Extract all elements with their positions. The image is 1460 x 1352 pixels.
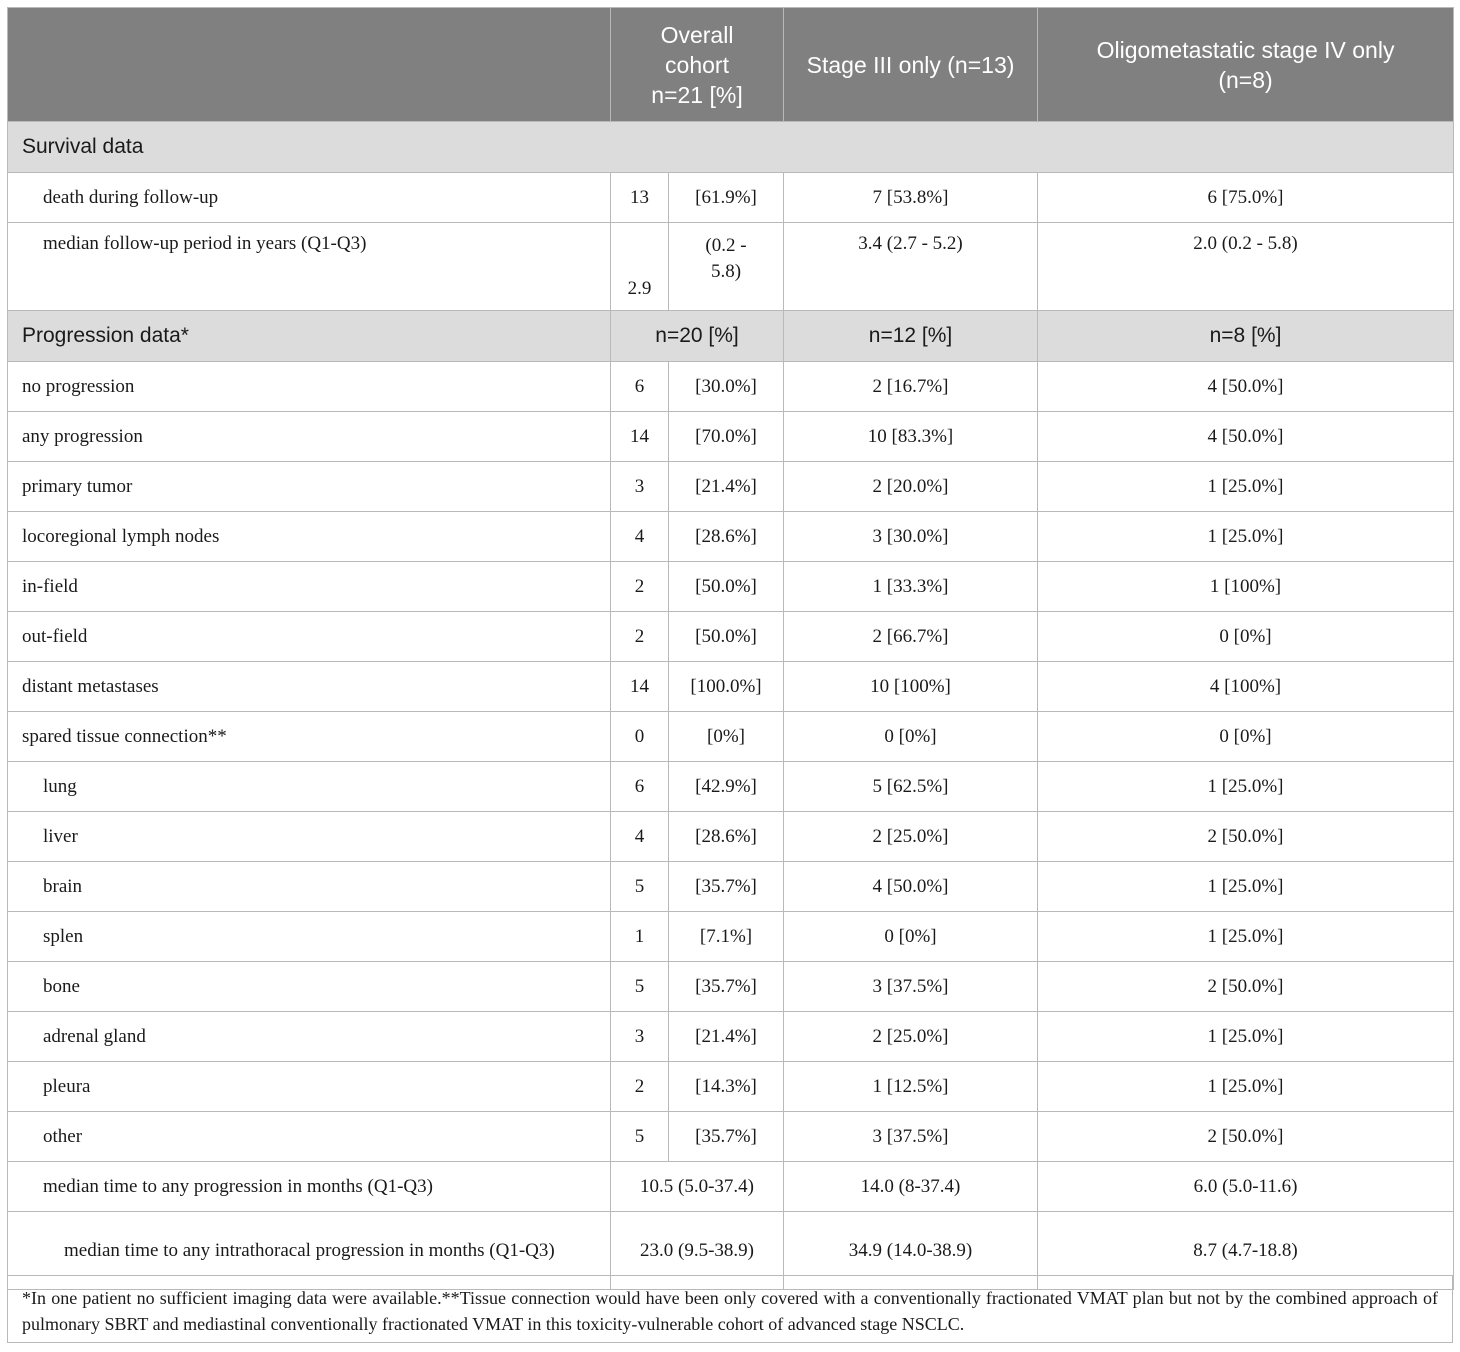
cell-stage-iv: 2 [50.0%] xyxy=(1038,962,1454,1012)
row-label: pleura xyxy=(8,1062,611,1112)
section-n-overall: n=20 [%] xyxy=(611,311,784,362)
cell-n: 5 xyxy=(611,1112,669,1162)
cell-overall: 10.5 (5.0-37.4) xyxy=(611,1162,784,1212)
cell-stage-iii: 3.4 (2.7 - 5.2) xyxy=(784,223,1038,311)
cell-stage-iv: 1 [25.0%] xyxy=(1038,912,1454,962)
row-label: distant metastases xyxy=(8,662,611,712)
cell-pct: [70.0%] xyxy=(669,412,784,462)
row-label: locoregional lymph nodes xyxy=(8,512,611,562)
cell-pct: (0.2 - 5.8) xyxy=(669,223,784,311)
header-overall-cohort xyxy=(611,8,784,122)
cell-stage-iii: 5 [62.5%] xyxy=(784,762,1038,812)
header-label-col xyxy=(8,8,611,122)
table-row xyxy=(8,173,1454,223)
row-label: lung xyxy=(8,762,611,812)
table-row-median xyxy=(8,1162,1454,1212)
cell-n: 14 xyxy=(611,662,669,712)
table-row xyxy=(8,1012,1454,1062)
cell-stage-iv: 1 [25.0%] xyxy=(1038,462,1454,512)
cell-stage-iv: 0 [0%] xyxy=(1038,612,1454,662)
cell-n: 4 xyxy=(611,512,669,562)
cell-pct: [50.0%] xyxy=(669,562,784,612)
cell-stage-iv: 2 [50.0%] xyxy=(1038,1112,1454,1162)
cell-n: 2.9 xyxy=(611,223,669,311)
table-row xyxy=(8,412,1454,462)
cell-stage-iii: 2 [25.0%] xyxy=(784,812,1038,862)
cell-pct: [35.7%] xyxy=(669,1112,784,1162)
row-label: splen xyxy=(8,912,611,962)
row-label: bone xyxy=(8,962,611,1012)
row-label: median time to any intrathoracal progression in months (Q1-Q3) xyxy=(8,1212,611,1290)
cell-pct: [7.1%] xyxy=(669,912,784,962)
results-table xyxy=(7,7,1454,1290)
cell-n: 5 xyxy=(611,962,669,1012)
cell-n: 2 xyxy=(611,612,669,662)
cell-stage-iii: 3 [37.5%] xyxy=(784,962,1038,1012)
cell-pct: [100.0%] xyxy=(669,662,784,712)
cell-pct: [35.7%] xyxy=(669,962,784,1012)
row-label: median follow-up period in years (Q1-Q3) xyxy=(8,223,611,311)
cell-n: 13 xyxy=(611,173,669,223)
row-label: out-field xyxy=(8,612,611,662)
cell-stage-iii: 2 [20.0%] xyxy=(784,462,1038,512)
row-label: primary tumor xyxy=(8,462,611,512)
header-stage-iv-text: Oligometastatic stage IV only (n=8) xyxy=(1096,36,1395,93)
cell-pct: [28.6%] xyxy=(669,512,784,562)
section-title: Survival data xyxy=(8,122,1454,173)
section-title: Progression data* xyxy=(8,311,611,362)
row-label: death during follow-up xyxy=(8,173,611,223)
cell-stage-iv: 6 [75.0%] xyxy=(1038,173,1454,223)
table-footnote: *In one patient no sufficient imaging data were available.**Tissue connection would have been only covered with a conventionally fractionated VMAT plan but not by the combined approach of pulmonary SBRT and mediastinal conventionally fractionated VMAT in this toxicity-vulnerable cohort of advanced stage NSCLC. xyxy=(7,1275,1453,1343)
cell-stage-iii: 1 [12.5%] xyxy=(784,1062,1038,1112)
cell-stage-iv: 4 [50.0%] xyxy=(1038,412,1454,462)
cell-stage-iv: 4 [50.0%] xyxy=(1038,362,1454,412)
table-row xyxy=(8,612,1454,662)
row-label: any progression xyxy=(8,412,611,462)
cell-pct: [61.9%] xyxy=(669,173,784,223)
cell-pct: [21.4%] xyxy=(669,1012,784,1062)
table-row xyxy=(8,762,1454,812)
table-row xyxy=(8,812,1454,862)
cell-stage-iv: 4 [100%] xyxy=(1038,662,1454,712)
cell-stage-iii: 0 [0%] xyxy=(784,712,1038,762)
cell-stage-iv: 1 [25.0%] xyxy=(1038,512,1454,562)
cell-n: 2 xyxy=(611,562,669,612)
cell-pct: [35.7%] xyxy=(669,862,784,912)
cell-stage-iii: 2 [25.0%] xyxy=(784,1012,1038,1062)
cell-stage-iii: 7 [53.8%] xyxy=(784,173,1038,223)
table-row xyxy=(8,512,1454,562)
section-survival xyxy=(8,122,1454,173)
cell-n: 3 xyxy=(611,462,669,512)
cell-n: 14 xyxy=(611,412,669,462)
header-stage-iii: Stage III only (n=13) xyxy=(784,8,1038,122)
cell-stage-iv: 1 [100%] xyxy=(1038,562,1454,612)
cell-pct: [50.0%] xyxy=(669,612,784,662)
header-overall-text: Overall cohort n=21 [%] xyxy=(651,21,743,108)
cell-n: 0 xyxy=(611,712,669,762)
cell-stage-iii: 2 [16.7%] xyxy=(784,362,1038,412)
cell-n: 6 xyxy=(611,362,669,412)
cell-stage-iii: 1 [33.3%] xyxy=(784,562,1038,612)
cell-stage-iv: 1 [25.0%] xyxy=(1038,1062,1454,1112)
section-progression xyxy=(8,311,1454,362)
cell-pct: [14.3%] xyxy=(669,1062,784,1112)
cell-n: 3 xyxy=(611,1012,669,1062)
row-label: median time to any progression in months (Q1-Q3) xyxy=(8,1162,611,1212)
table-row xyxy=(8,912,1454,962)
table-row xyxy=(8,962,1454,1012)
table-row xyxy=(8,223,1454,311)
row-label: in-field xyxy=(8,562,611,612)
cell-pct: [30.0%] xyxy=(669,362,784,412)
row-label: no progression xyxy=(8,362,611,412)
section-n-stage-iv: n=8 [%] xyxy=(1038,311,1454,362)
table-body xyxy=(8,122,1454,1290)
cell-stage-iv: 6.0 (5.0-11.6) xyxy=(1038,1162,1454,1212)
table-row xyxy=(8,662,1454,712)
cell-pct: [28.6%] xyxy=(669,812,784,862)
table-row xyxy=(8,462,1454,512)
row-label: brain xyxy=(8,862,611,912)
cell-stage-iii: 3 [37.5%] xyxy=(784,1112,1038,1162)
table-row xyxy=(8,362,1454,412)
row-label: liver xyxy=(8,812,611,862)
cell-stage-iii: 10 [83.3%] xyxy=(784,412,1038,462)
cell-stage-iv: 2.0 (0.2 - 5.8) xyxy=(1038,223,1454,311)
cell-n: 2 xyxy=(611,1062,669,1112)
cell-pct: [21.4%] xyxy=(669,462,784,512)
cell-stage-iii: 34.9 (14.0-38.9) xyxy=(784,1212,1038,1290)
cell-n: 6 xyxy=(611,762,669,812)
cell-overall: 23.0 (9.5-38.9) xyxy=(611,1212,784,1290)
section-n-stage-iii: n=12 [%] xyxy=(784,311,1038,362)
cell-n: 1 xyxy=(611,912,669,962)
cell-stage-iv: 8.7 (4.7-18.8) xyxy=(1038,1212,1454,1290)
cell-stage-iii: 2 [66.7%] xyxy=(784,612,1038,662)
row-label: other xyxy=(8,1112,611,1162)
cell-n: 4 xyxy=(611,812,669,862)
cell-stage-iv: 1 [25.0%] xyxy=(1038,1012,1454,1062)
cell-n: 5 xyxy=(611,862,669,912)
row-label: spared tissue connection** xyxy=(8,712,611,762)
row-label: adrenal gland xyxy=(8,1012,611,1062)
cell-stage-iii: 0 [0%] xyxy=(784,912,1038,962)
table-row xyxy=(8,562,1454,612)
header-row xyxy=(8,8,1454,122)
table-row xyxy=(8,1112,1454,1162)
cell-stage-iii: 14.0 (8-37.4) xyxy=(784,1162,1038,1212)
cell-stage-iii: 3 [30.0%] xyxy=(784,512,1038,562)
cell-stage-iv: 2 [50.0%] xyxy=(1038,812,1454,862)
header-stage-iv xyxy=(1038,8,1454,122)
cell-pct: [42.9%] xyxy=(669,762,784,812)
cell-stage-iv: 1 [25.0%] xyxy=(1038,862,1454,912)
cell-stage-iii: 10 [100%] xyxy=(784,662,1038,712)
cell-stage-iv: 1 [25.0%] xyxy=(1038,762,1454,812)
cell-pct: [0%] xyxy=(669,712,784,762)
cell-stage-iv: 0 [0%] xyxy=(1038,712,1454,762)
table-row xyxy=(8,862,1454,912)
table-row xyxy=(8,1062,1454,1112)
table-row xyxy=(8,712,1454,762)
cell-stage-iii: 4 [50.0%] xyxy=(784,862,1038,912)
